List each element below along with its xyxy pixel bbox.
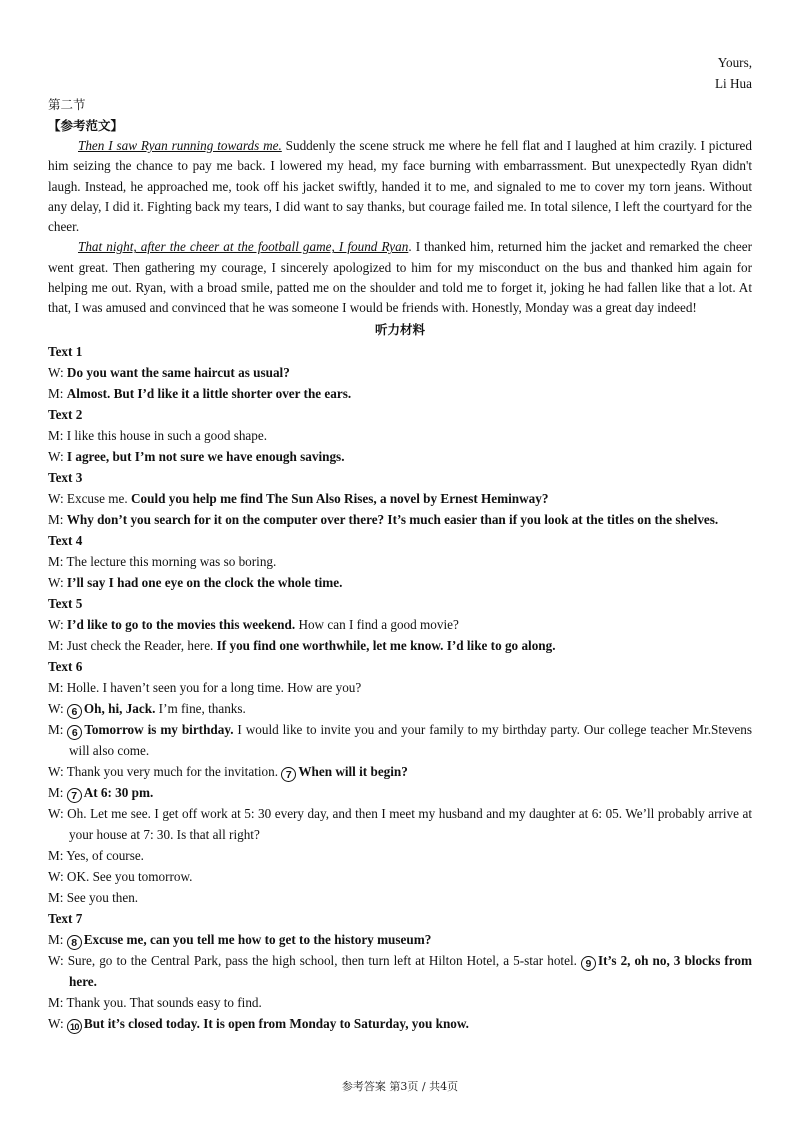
speaker: W:	[48, 1015, 67, 1031]
speaker: W:	[48, 763, 67, 779]
section-title: 第二节	[48, 97, 86, 112]
dialogue-line	[48, 572, 752, 593]
paragraph-lead-sentence: That night, after the cheer at the football game, I found Ryan	[78, 239, 409, 255]
text-title: Text 6	[48, 658, 83, 674]
line-plain: Excuse me.	[66, 490, 132, 506]
line-bold: When will it begin?	[298, 763, 408, 779]
dialogue-line	[48, 425, 752, 446]
speaker: W:	[48, 700, 67, 716]
speaker: M:	[48, 385, 67, 401]
page-footer: 参考答案 第3页 / 共4页	[341, 1080, 459, 1093]
text-title: Text 5	[48, 595, 83, 611]
dialogue-line	[48, 950, 752, 992]
question-number-marker: 8	[67, 935, 82, 950]
dialogue-line	[48, 782, 752, 803]
speaker: W:	[48, 868, 67, 884]
speaker: M:	[48, 847, 67, 863]
line-bold: I’ll say I had one eye on the clock the whole time.	[66, 574, 343, 590]
speaker: M:	[48, 553, 67, 569]
letter-signature	[48, 52, 752, 94]
signer-name: Li Hua	[715, 76, 752, 91]
speaker: W:	[48, 616, 67, 632]
essay-paragraph-2	[48, 237, 752, 318]
dialogue-line	[48, 719, 752, 761]
paragraph-lead-sentence: Then I saw Ryan running towards me.	[78, 138, 282, 153]
speaker: W:	[48, 805, 68, 821]
text-title: Text 7	[48, 910, 83, 926]
line-bold: Oh, hi, Jack.	[83, 700, 156, 716]
dialogue-line	[48, 383, 752, 404]
document-page	[48, 52, 752, 1034]
speaker: W:	[48, 490, 67, 506]
dialogue-line	[48, 929, 752, 950]
text-title: Text 2	[48, 406, 83, 422]
line-bold: Excuse me, can you tell me how to get to the history museum?	[83, 931, 432, 947]
speaker: M:	[48, 511, 67, 527]
line-plain: Oh. Let me see. I get off work at 5: 30 every day, and then I meet my husband and my daughter at 6: 05. We’ll probably arrive at your house at 7: 30. Is that all right?	[67, 805, 752, 842]
line-bold: At 6: 30 pm.	[83, 784, 154, 800]
essay-paragraph-1	[48, 136, 752, 237]
line-bold: If you find one worthwhile, let me know. I’d like to go along.	[216, 637, 556, 653]
dialogue-line	[48, 677, 752, 698]
line-bold: Do you want the same haircut as usual?	[66, 364, 290, 380]
text-title: Text 3	[48, 469, 83, 485]
speaker: M:	[48, 784, 67, 800]
line-plain: The lecture this morning was so boring.	[66, 553, 277, 569]
question-number-marker: 6	[67, 725, 82, 740]
text-title: Text 4	[48, 532, 83, 548]
line-plain: See you then.	[66, 889, 139, 905]
speaker: M:	[48, 637, 67, 653]
line-bold: I’d like to go to the movies this weekend.	[66, 616, 296, 632]
question-number-marker: 7	[281, 767, 296, 782]
speaker: M:	[48, 679, 67, 695]
line-plain: I’m fine, thanks.	[155, 700, 246, 716]
dialogue-line	[48, 614, 752, 635]
dialogue-line	[48, 992, 752, 1013]
speaker: M:	[48, 721, 68, 737]
line-plain: I would like to invite you and your family to my birthday party. Our college teacher Mr.Stevens will also come.	[69, 721, 753, 758]
dialogue-line	[48, 488, 752, 509]
question-number-marker: 7	[67, 788, 82, 803]
line-plain: Sure, go to the Central Park, pass the high school, then turn left at Hilton Hotel, a 5-star hotel.	[67, 952, 581, 968]
sample-essay-title: 【参考范文】	[48, 118, 124, 133]
dialogue-line	[48, 845, 752, 866]
dialogue-line	[48, 362, 752, 383]
dialogue-line	[48, 698, 752, 719]
line-bold: Could you help me find The Sun Also Rises, a novel by Ernest Heminway?	[131, 490, 549, 506]
closing: Yours,	[717, 55, 752, 70]
speaker: W:	[48, 364, 67, 380]
line-plain: How can I find a good movie?	[295, 616, 459, 632]
dialogue-line	[48, 866, 752, 887]
question-number-marker: 10	[67, 1019, 82, 1034]
line-plain: Holle. I haven’t seen you for a long time. How are you?	[66, 679, 362, 695]
speaker: W:	[48, 952, 68, 968]
line-bold: It’s 2, oh no, 3 blocks from here.	[69, 952, 753, 989]
dialogue-line	[48, 509, 752, 530]
dialogue-line	[48, 887, 752, 908]
dialogue-line	[48, 635, 752, 656]
dialogue-line	[48, 803, 752, 845]
listening-title: 听力材料	[374, 321, 425, 337]
speaker: M:	[48, 994, 67, 1010]
speaker: M:	[48, 889, 67, 905]
question-number-marker: 6	[67, 704, 82, 719]
line-bold: But it’s closed today. It is open from Monday to Saturday, you know.	[83, 1015, 469, 1031]
dialogue-line	[48, 446, 752, 467]
dialogue-line	[48, 761, 752, 782]
line-plain: I like this house in such a good shape.	[66, 427, 268, 443]
speaker: M:	[48, 931, 67, 947]
line-plain: Just check the Reader, here.	[66, 637, 217, 653]
speaker: W:	[48, 448, 67, 464]
line-plain: Thank you very much for the invitation.	[66, 763, 282, 779]
speaker: M:	[48, 427, 67, 443]
question-number-marker: 9	[581, 956, 596, 971]
line-plain: OK. See you tomorrow.	[66, 868, 193, 884]
line-plain: Yes, of course.	[66, 847, 144, 863]
dialogue-line	[48, 551, 752, 572]
line-bold: Tomorrow is my birthday.	[84, 721, 234, 737]
paragraph-body: . I thanked him, returned him the jacket and remarked the cheer went great. Then gathering my courage, I sincerely apologized to him for my misconduct on the bus and thanked him again for helping me out. Ryan, with a broad smile, patted me on the shoulder and told me to forget it, joking he had fallen like that a lot. At that, I was amused and convinced that he was someone I would be friends with. Honestly, Monday was a great day indeed!	[48, 239, 752, 316]
text-title: Text 1	[48, 343, 83, 359]
line-bold: Why don’t you search for it on the computer over there? It’s much easier than if you look at the titles on the shelves.	[66, 511, 719, 527]
dialogue-line	[48, 1013, 752, 1034]
speaker: W:	[48, 574, 67, 590]
line-plain: Thank you. That sounds easy to find.	[66, 994, 262, 1010]
paragraph-body: Suddenly the scene struck me where he fell flat and I laughed at him crazily. I pictured him seizing the chance to pay me back. I lowered my head, my face burning with embarrassment. But unexpectedly Ryan didn't laugh. Instead, he approached me, took off his jacket swiftly, handed it to me, and signaled to me to cover my torn jeans. Without any delay, I did it. Fighting back my tears, I did want to say thanks, but courage failed me. In total silence, I left the courtyard for the cheer.	[48, 138, 752, 235]
line-bold: I agree, but I’m not sure we have enough savings.	[66, 448, 345, 464]
line-bold: Almost. But I’d like it a little shorter over the ears.	[66, 385, 352, 401]
